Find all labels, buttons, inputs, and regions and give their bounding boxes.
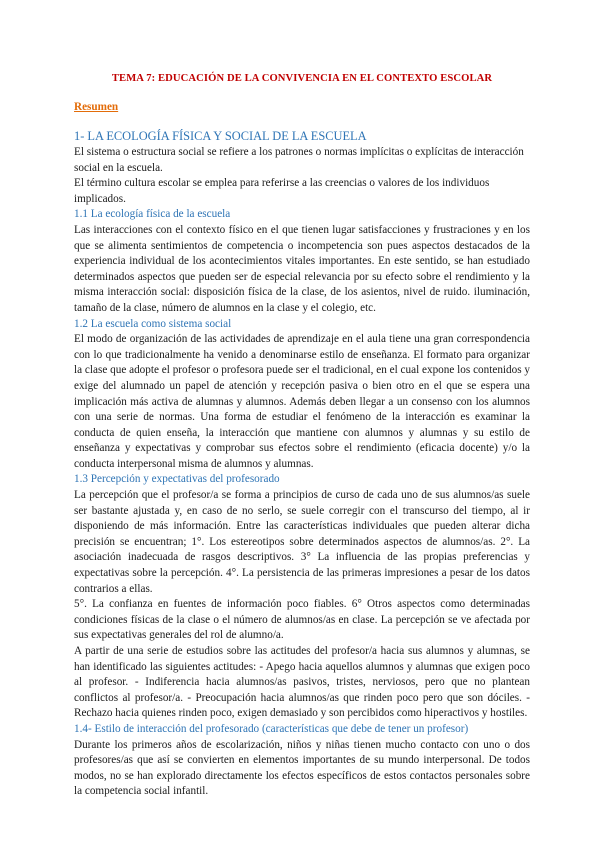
subsection-1-3-paragraph-1: La percepción que el profesor/a se forma a principios de curso de cada uno de sus alumnos/as suele ser bastante ajustada y, en caso de no serlo, se suele corregir con el transcurso del tiempo, al ir disponiendo de más información. Entre las características individuales que pueden alterar dicha precisión se encuentran; 1°. Los estereotipos sobre determinados aspectos de alumnos/as. 2°. La asociación inadecuada de rasgos descriptivos. 3° La influencia de las propias preferencias y expectativas sobre la percepción. 4°. La persistencia de las primeras impresiones a pesar de los datos contrarios a ellas. — [74, 489, 530, 595]
document-title: TEMA 7: EDUCACIÓN DE LA CONVIVENCIA EN EL CONTEXTO ESCOLAR — [111, 73, 493, 84]
subsection-1-4-paragraph: Durante los primeros años de escolarización, niños y niñas tienen mucho contacto con uno o dos profesores/as que así se convierten en elementos importantes de su mundo interpersonal. De todos modos, no se han explorado directamente los efectos específicos de estos contactos personales sobre la competencia social infantil. — [74, 738, 530, 798]
subsection-1-1-heading: 1.1 La ecología física de la escuela — [74, 208, 231, 221]
section-1-heading: 1- LA ECOLOGÍA FÍSICA Y SOCIAL DE LA ESCUELA — [74, 129, 367, 143]
subsection-1-3-paragraph-2: 5°. La confianza en fuentes de información poco fiables. 6° Otros aspectos como determinadas condiciones físicas de la clase o el número de alumnos/as en clase. La percepción se ve afectada por sus expectativas generales del rol de alumno/a. — [74, 598, 530, 642]
subsection-1-1-paragraph: Las interacciones con el contexto físico en el que tienen lugar satisfacciones y frustraciones y en los que se alimenta sentimientos de competencia o incompetencia son pues aspectos destacados de la experiencia individual de los acontecimientos vitales importantes. En este sentido, se han estudiado determinados aspectos que pueden ser de especial relevancia por su efecto sobre el rendimiento y la misma interacción social: disposición física de la clase, de los asientos, nivel de ruido. iluminación, tamaño de la clase, número de alumnos en la clase y el colegio, etc. — [74, 223, 530, 314]
section-1-paragraph-2: El término cultura escolar se emplea para referirse a las creencias o valores de los individuos implicados. — [74, 177, 490, 205]
subsection-1-4-heading: 1.4- Estilo de interacción del profesorado (características que debe de tener un profesor) — [74, 722, 469, 735]
subsection-1-2-paragraph: El modo de organización de las actividades de aprendizaje en el aula tiene una gran correspondencia con lo que tradicionalmente ha venido a denominarse estilo de enseñanza. El formato para organizar la clase que adopte el profesor o profesora puede ser el tradicional, en el cual expone los contenidos y exige del alumnado un papel de atención y recepción pasiva o bien otro en el que se espera una implicación más activa de alumnas y alumnos. Además deben llegar a un consenso con los alumnos con una serie de normas. Una forma de estudiar el fenómeno de la interacción es examinar la conducta de quien enseña, la interacción que mantiene con alumnos y alumnas y su estilo de enseñanza y expectativas y comprobar sus efectos sobre el rendimiento (eficacia docente) y/o la conducta interpersonal misma de alumnos y alumnas. — [74, 333, 530, 470]
subsection-1-3-paragraph-3: A partir de una serie de estudios sobre las actitudes del profesor/a hacia sus alumnos y alumnas, se han identificado las siguientes actitudes: - Apego hacia aquellos alumnos y alumnas que exigen poco al profesor. - Indiferencia hacia alumnos/as pasivos, tristes, nerviosos, pero que no plantean conflictos al profesor/a. - Preocupación hacia alumnos/as que rinden poco pero que son dóciles. - Rechazo hacia quienes rinden poco, exigen demasiado y son percibidos como hiperactivos y hostiles. — [74, 645, 530, 720]
summary-label: Resumen — [74, 101, 119, 113]
subsection-1-3-heading: 1.3 Percepción y expectativas del profesorado — [74, 473, 280, 486]
document-body — [74, 127, 530, 800]
subsection-1-2-heading: 1.2 La escuela como sistema social — [74, 317, 232, 330]
section-1-paragraph-1: El sistema o estructura social se refiere a los patrones o normas implícitas o explícitas de interacción social en la escuela. — [74, 146, 524, 174]
